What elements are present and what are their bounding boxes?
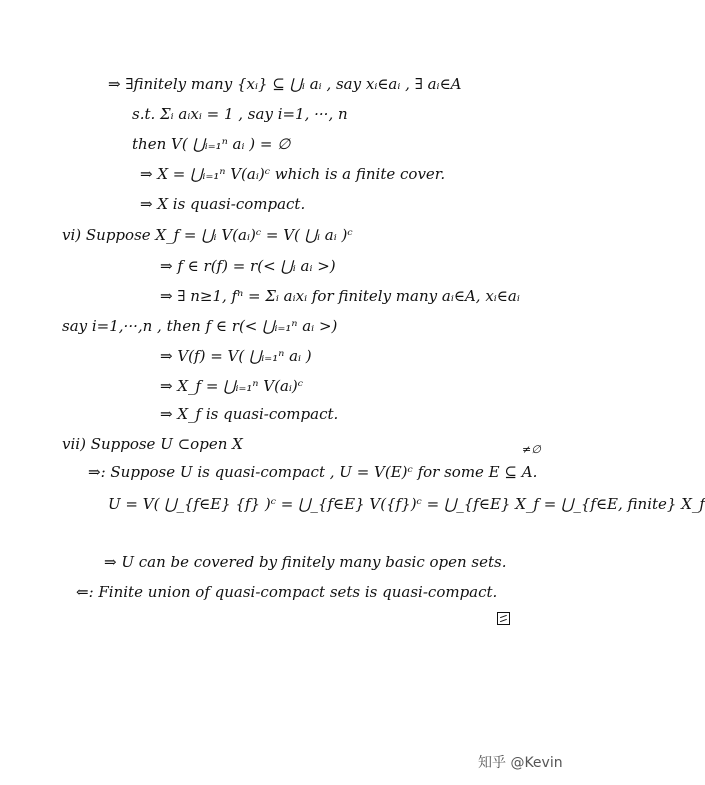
line-basic-open-cover: ⇒ U can be covered by finitely many basic open sets. (104, 553, 507, 571)
line-forward-direction: ⇒: Suppose U is quasi-compact , U = V(E)ᶜ for some E ⊆ A. (88, 463, 538, 481)
line-x-quasi-compact: ⇒ X is quasi-compact. (140, 195, 306, 213)
line-say-finite: say i=1,···,n , then f ∈ r(< ⋃ᵢ₌₁ⁿ aᵢ >) (62, 317, 338, 335)
line-u-decomposition: U = V( ⋃_{f∈E} {f} )ᶜ = ⋃_{f∈E} V({f})ᶜ = ⋃_{f∈E} X_f = ⋃_{f∈E, finite} X_f (108, 495, 705, 513)
line-sum-condition: s.t. Σᵢ aᵢxᵢ = 1 , say i=1, ···, n (132, 105, 348, 123)
line-finite-cover: ⇒ X = ⋃ᵢ₌₁ⁿ V(aᵢ)ᶜ which is a finite cover. (140, 165, 446, 183)
qed-box-icon (497, 612, 510, 625)
line-power-sum: ⇒ ∃ n≥1, fⁿ = Σᵢ aᵢxᵢ for finitely many aᵢ∈A, xᵢ∈aᵢ (160, 287, 520, 305)
line-radical: ⇒ f ∈ r(f) = r(< ⋃ᵢ aᵢ >) (160, 257, 336, 275)
watermark: 知乎 @Kevin (478, 755, 563, 771)
line-xf-quasi-compact: ⇒ X_f is quasi-compact. (160, 405, 339, 423)
nonempty-note: ≠∅ (522, 443, 541, 456)
line-variety-equal: ⇒ V(f) = V( ⋃ᵢ₌₁ⁿ aᵢ ) (160, 347, 312, 365)
line-xf-union: ⇒ X_f = ⋃ᵢ₌₁ⁿ V(aᵢ)ᶜ (160, 377, 304, 395)
line-backward-direction: ⇐: Finite union of quasi-compact sets is quasi-compact. (76, 583, 498, 601)
line-empty-variety: then V( ⋃ᵢ₌₁ⁿ aᵢ ) = ∅ (132, 135, 291, 153)
section-vii-heading: vii) Suppose U ⊂open X (62, 435, 243, 453)
line-finite-elements: ⇒ ∃finitely many {xᵢ} ⊆ ⋃ᵢ aᵢ , say xᵢ∈aᵢ , ∃ aᵢ∈A (108, 75, 462, 93)
section-vi-heading: vi) Suppose X_f = ⋃ᵢ V(aᵢ)ᶜ = V( ⋃ᵢ aᵢ )ᶜ (62, 226, 353, 244)
